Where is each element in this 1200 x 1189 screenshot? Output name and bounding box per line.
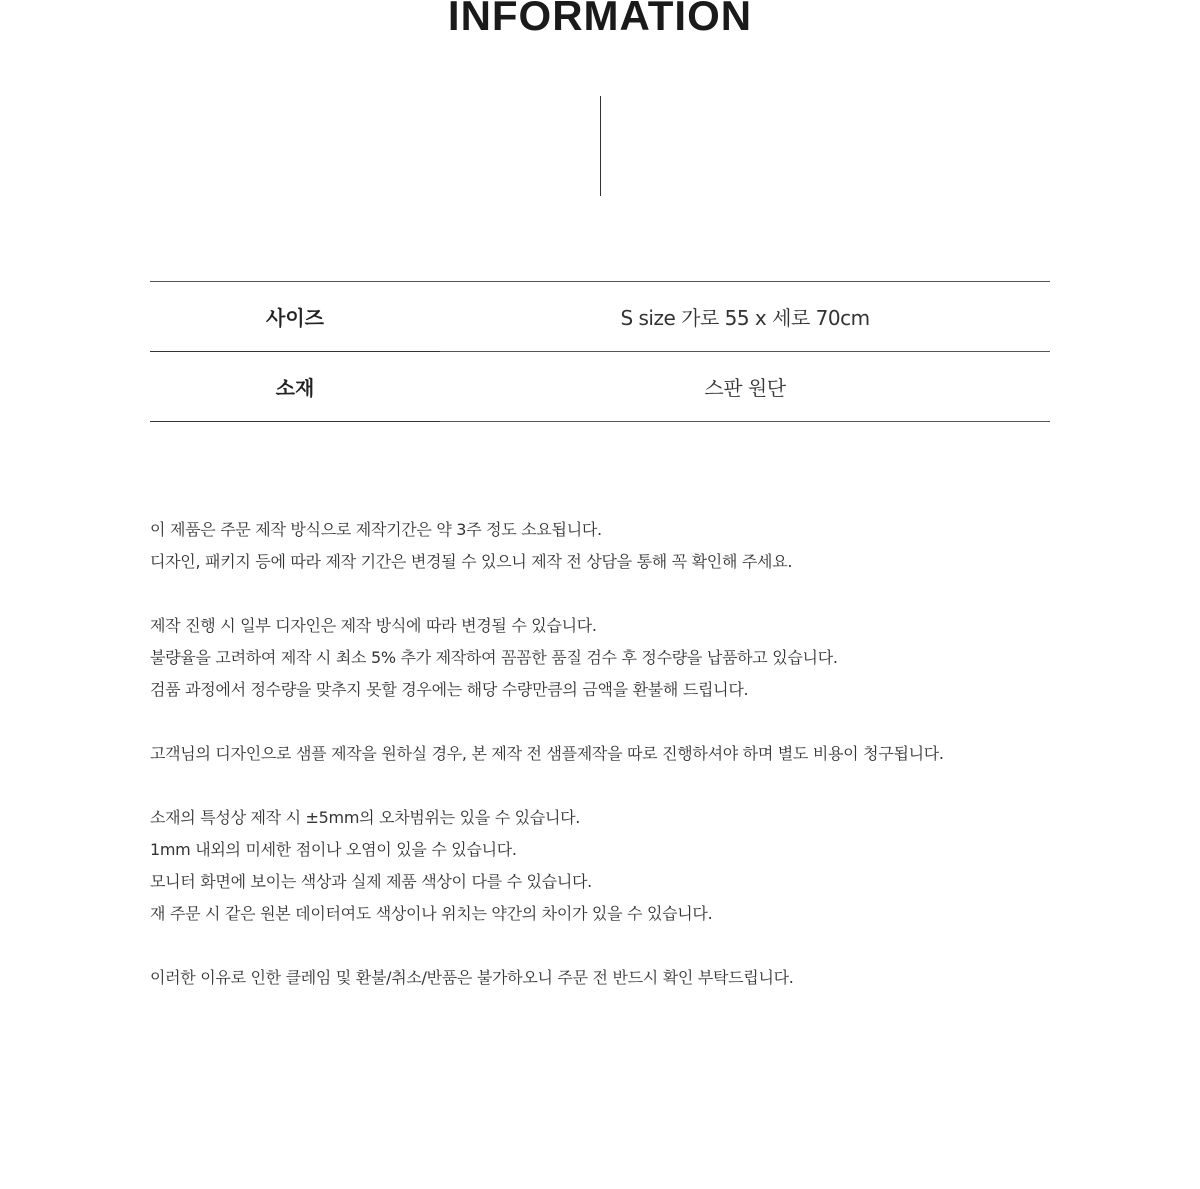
note-spacer: [150, 706, 1110, 738]
vertical-divider: [600, 96, 601, 196]
note-line: 불량율을 고려하여 제작 시 최소 5% 추가 제작하여 꼼꼼한 품질 검수 후 정수량을 납품하고 있습니다.: [150, 648, 838, 667]
spec-key-size: 사이즈: [150, 282, 440, 352]
note-spacer: [150, 578, 1110, 610]
page-title: INFORMATION: [447, 0, 753, 39]
note-spacer: [150, 930, 1110, 962]
note-line: 소재의 특성상 제작 시 ±5mm의 오차범위는 있을 수 있습니다.: [150, 808, 581, 827]
spec-value-material: 스판 원단: [704, 376, 786, 400]
note-line: 모니터 화면에 보이는 색상과 실제 제품 색상이 다를 수 있습니다.: [150, 872, 592, 891]
note-line: 디자인, 패키지 등에 따라 제작 기간은 변경될 수 있으니 제작 전 상담을 통해 꼭 확인해 주세요.: [150, 552, 793, 571]
spec-row-material: [150, 352, 1050, 422]
spec-key-material: 소재: [150, 352, 440, 422]
spec-table: [150, 281, 1050, 422]
note-line: 재 주문 시 같은 원본 데이터여도 색상이나 위치는 약간의 차이가 있을 수 있습니다.: [150, 904, 713, 923]
note-spacer: [150, 770, 1110, 802]
note-line: 이러한 이유로 인한 클레임 및 환불/취소/반품은 불가하오니 주문 전 반드시 확인 부탁드립니다.: [150, 968, 794, 987]
note-line: 이 제품은 주문 제작 방식으로 제작기간은 약 3주 정도 소요됩니다.: [150, 520, 602, 539]
note-line: 고객님의 디자인으로 샘플 제작을 원하실 경우, 본 제작 전 샘플제작을 따로 진행하셔야 하며 별도 비용이 청구됩니다.: [150, 744, 944, 763]
spec-row-size: [150, 281, 1050, 352]
notes-list: [150, 514, 1110, 994]
note-line: 제작 진행 시 일부 디자인은 제작 방식에 따라 변경될 수 있습니다.: [150, 616, 597, 635]
note-line: 1mm 내외의 미세한 점이나 오염이 있을 수 있습니다.: [150, 840, 517, 859]
spec-value-size: S size 가로 55 x 세로 70cm: [620, 306, 870, 330]
note-line: 검품 과정에서 정수량을 맞추지 못할 경우에는 해당 수량만큼의 금액을 환불해 드립니다.: [150, 680, 749, 699]
